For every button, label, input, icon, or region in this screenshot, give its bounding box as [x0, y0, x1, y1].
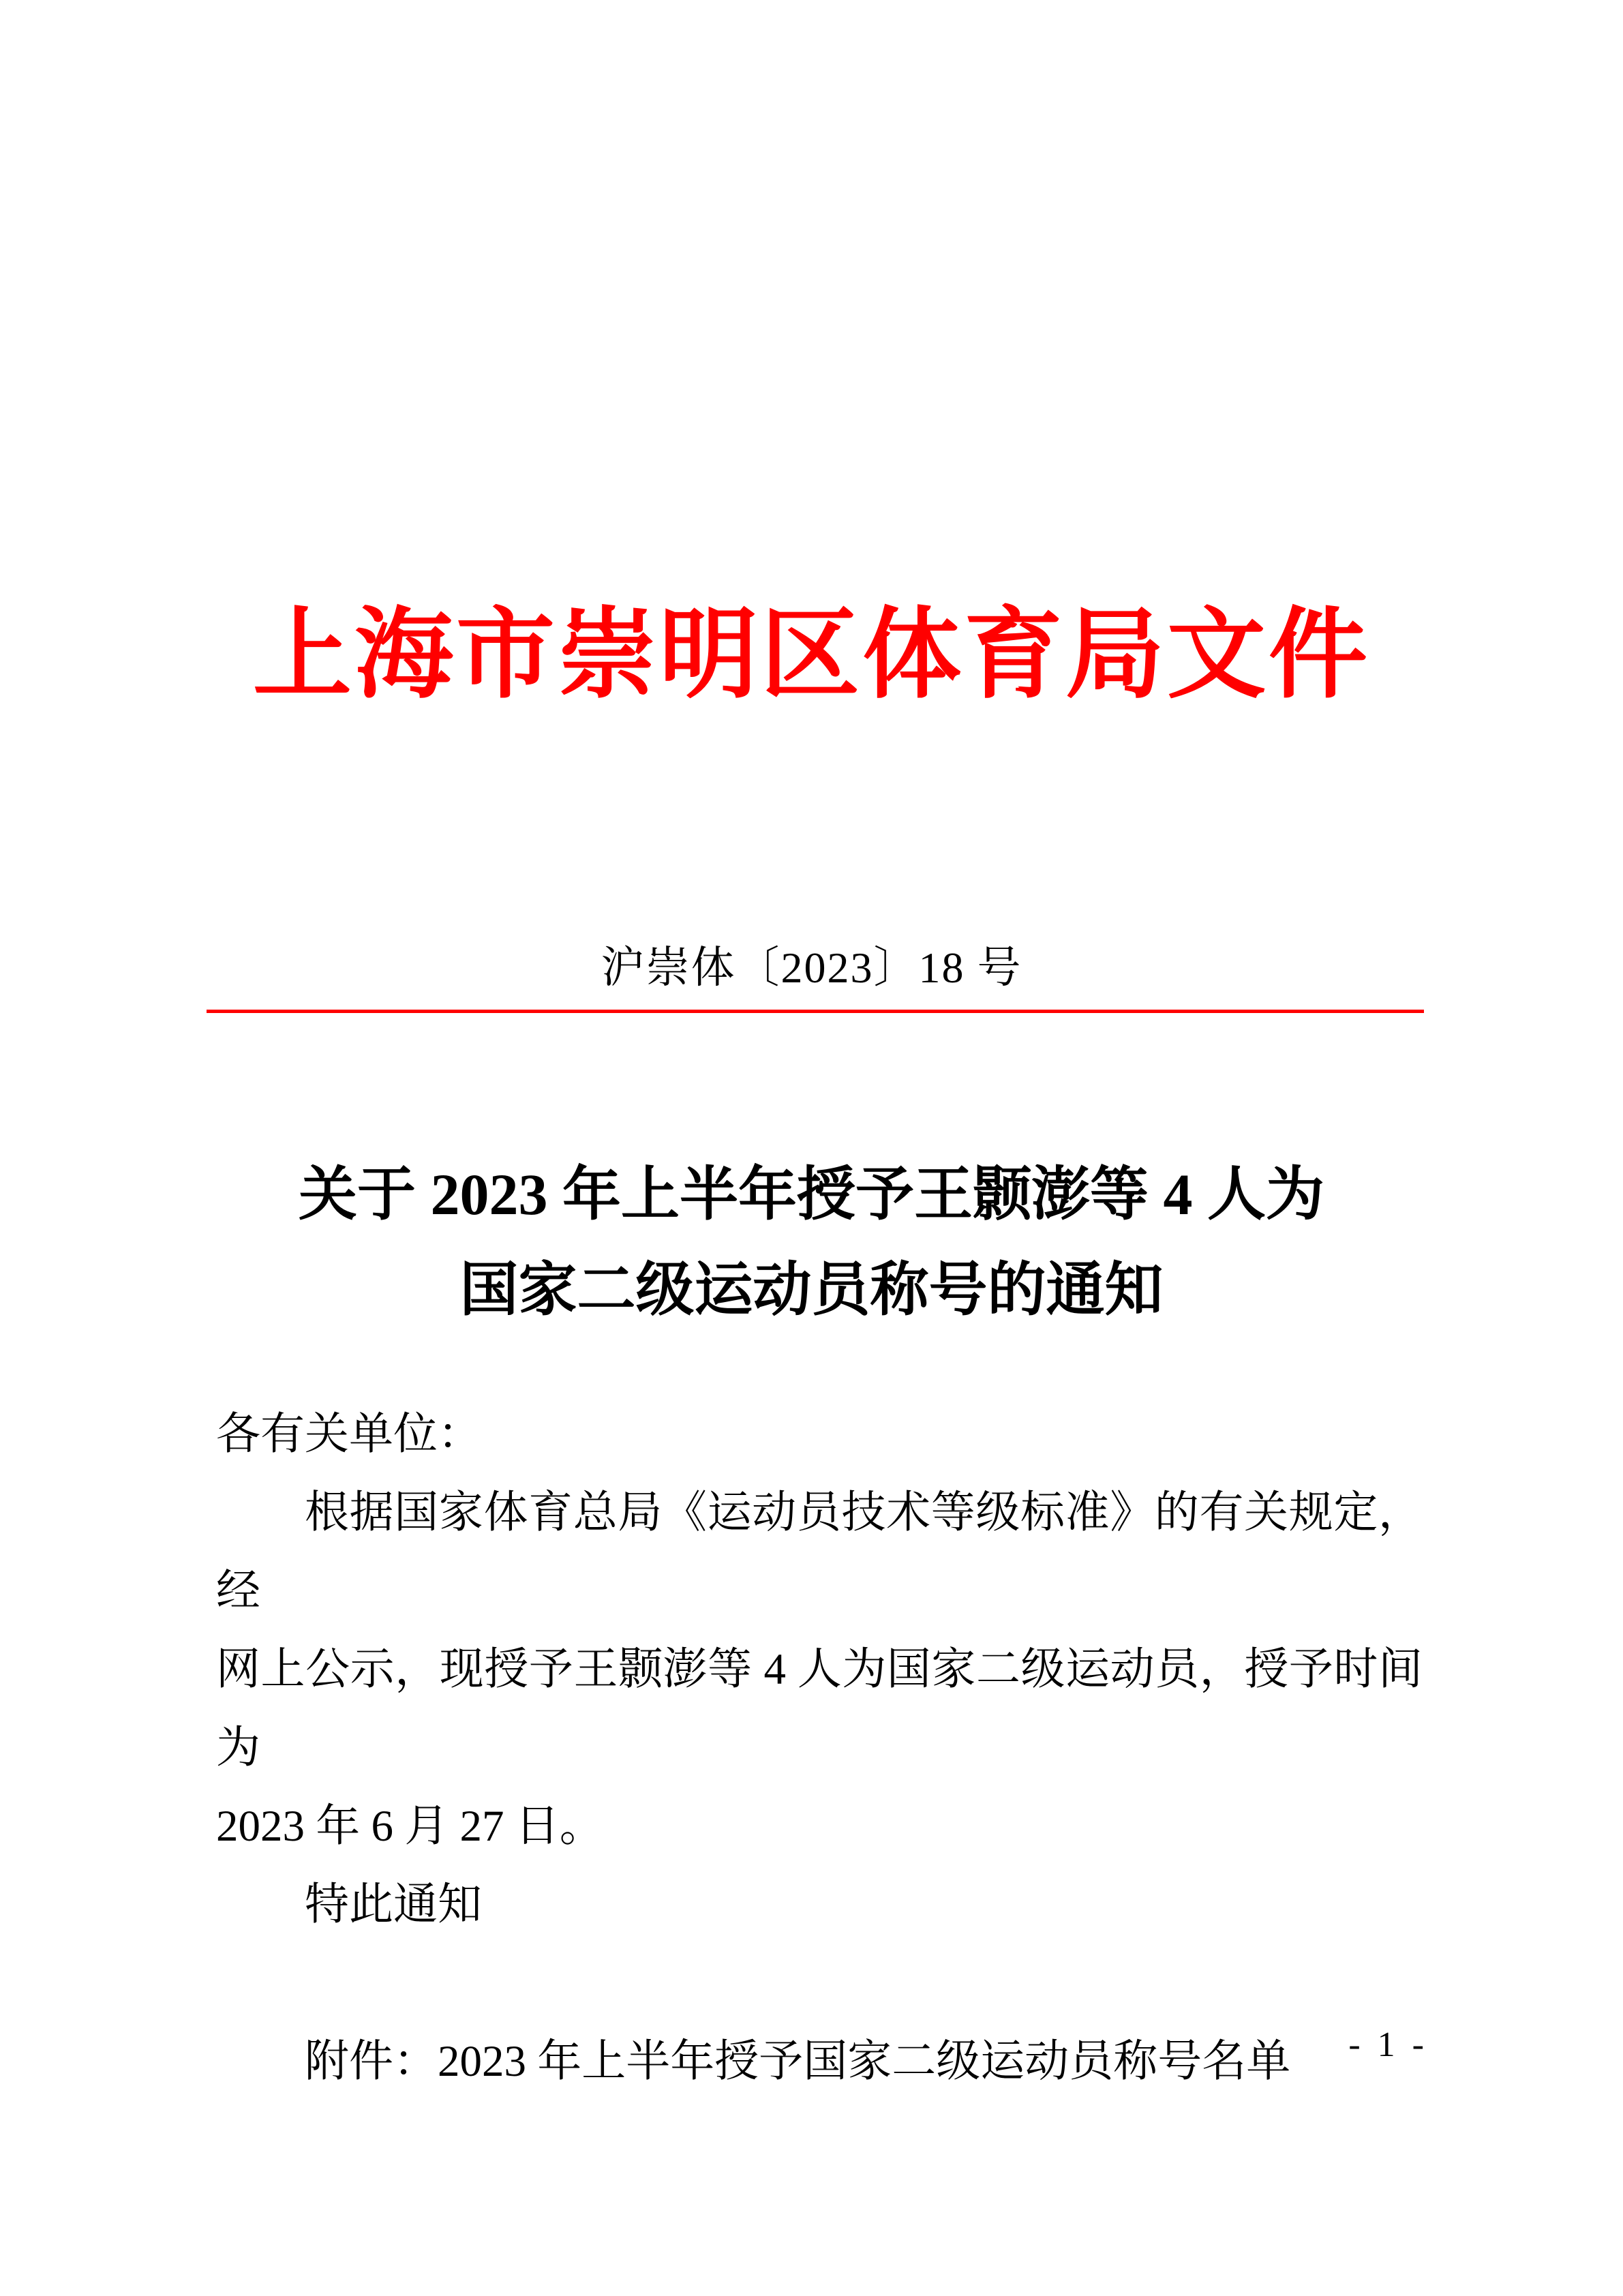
attachment-line: 附件：2023 年上半年授予国家二级运动员称号名单	[305, 2037, 1291, 2086]
body-line: 根据国家体育总局《运动员技术等级标准》的有关规定，经	[216, 1488, 1423, 1616]
body-line: 2023 年 6 月 27 日。	[216, 1802, 604, 1851]
notice-closing-line: 特此通知	[305, 1880, 483, 1929]
body-text	[216, 1395, 1423, 2101]
red-header-title: 上海市崇明区体育局文件	[253, 596, 1370, 712]
salutation-line: 各有关单位：	[216, 1410, 483, 1459]
doc-title	[0, 1147, 1623, 1338]
doc-title-line-2: 国家二级运动员称号的通知	[459, 1257, 1164, 1323]
red-separator-line	[207, 1010, 1424, 1013]
page-number: - 1 -	[1348, 2025, 1428, 2064]
doc-number: 沪崇体〔2023〕18 号	[601, 943, 1022, 992]
doc-title-line-1: 关于 2023 年上半年授予王颢澎等 4 人为	[299, 1162, 1324, 1227]
blank-line	[216, 1944, 1423, 2023]
body-line: 网上公示，现授予王颢澎等 4 人为国家二级运动员，授予时间为	[216, 1645, 1423, 1772]
